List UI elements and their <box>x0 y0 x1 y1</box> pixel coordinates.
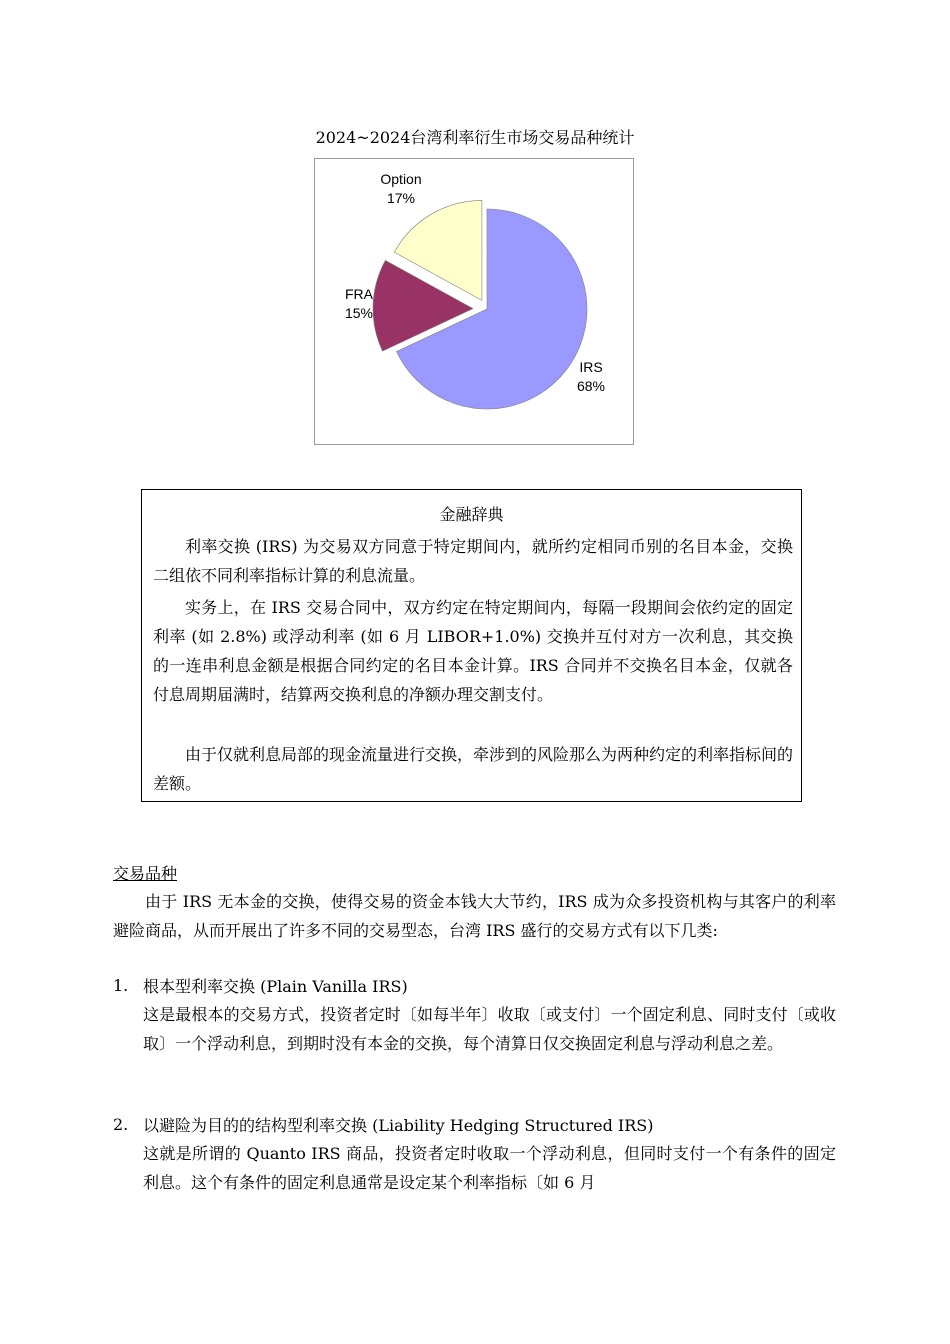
list-number-1: 1. <box>113 976 129 995</box>
list-item-title-2: 以避险为目的的结构型利率交换 (Liability Hedging Structured IRS) <box>143 1116 654 1135</box>
pie-chart-svg <box>315 159 635 446</box>
slice-value-irs: 68% <box>576 378 606 394</box>
list-number-2: 2. <box>113 1115 129 1134</box>
slice-label-fra: FRA <box>345 286 373 302</box>
glossary-paragraph-2: 实务上，在 IRS 交易合同中，双方约定在特定期间内，每隔一段期间会依约定的固定利率 (如 2.8%) 或浮动利率 (如 6 月 LIBOR+1.0%) 交换并互付对方一次利息，其交换的一连串利息金额是根据合同约定的名目本金计算。IRS 合同并不交换名目本金，仅就各付息周期届满时，结算两交换利息的净额办理交割支付。 <box>153 598 793 704</box>
slice-value-fra: 15% <box>344 305 374 321</box>
section-intro: 由于 IRS 无本金的交换，使得交易的资金本钱大大节约，IRS 成为众多投资机构与其客户的利率避险商品，从而开展出了许多不同的交易型态，台湾 IRS 盛行的交易方式有以下几类: <box>113 892 836 940</box>
glossary-paragraph-3: 由于仅就利息局部的现金流量进行交换，牵涉到的风险那么为两种约定的利率指标间的差额。 <box>153 745 794 793</box>
glossary-title: 金融辞典 <box>439 507 504 524</box>
pie-chart <box>314 158 634 445</box>
glossary-box <box>141 489 802 802</box>
chart-title: 2024~2024台湾利率衍生市场交易品种统计 <box>315 128 635 147</box>
section-heading: 交易品种 <box>113 866 178 883</box>
glossary-paragraph-1: 利率交换 (IRS) 为交易双方同意于特定期间内，就所约定相同币别的名目本金，交换二组依不同利率指标计算的利息流量。 <box>153 537 793 585</box>
slice-value-option: 17% <box>386 190 416 206</box>
list-item-body-1: 这是最根本的交易方式，投资者定时〔如每半年〕收取〔或支付〕一个固定利息、同时支付〔或收取〕一个浮动利息，到期时没有本金的交换，每个清算日仅交换固定利息与浮动利息之差。 <box>143 1005 836 1053</box>
list-item-body-2: 这就是所谓的 Quanto IRS 商品，投资者定时收取一个浮动利息，但同时支付一个有条件的固定利息。这个有条件的固定利息通常是设定某个利率指标〔如 6 月 <box>143 1144 836 1192</box>
list-item-title-1: 根本型利率交换 (Plain Vanilla IRS) <box>143 977 408 996</box>
slice-label-option: Option <box>380 171 422 187</box>
slice-label-irs: IRS <box>579 359 603 375</box>
